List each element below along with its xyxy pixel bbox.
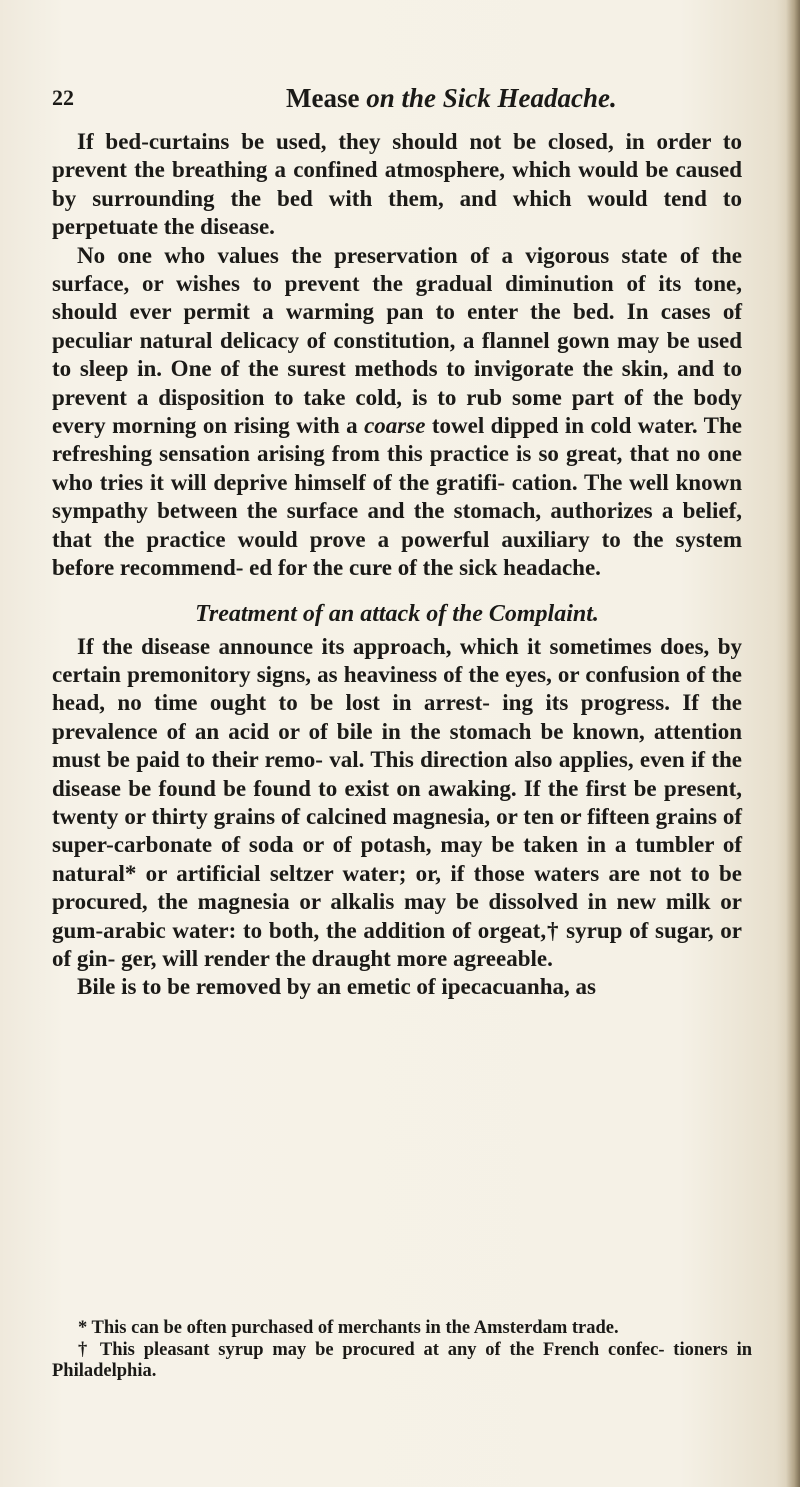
footnotes <box>52 1318 752 1383</box>
footnote-orgeat: † This pleasant syrup may be procured at any of the French confec- tioners in Philadelphia. <box>52 1339 752 1381</box>
body-text <box>52 128 742 1002</box>
running-header <box>52 78 752 118</box>
running-title-author: Mease <box>286 83 360 113</box>
paragraph-warming-pan-part-1: No one who values the preservation of a vigorous state of the surface, or wishes to prevent the gradual diminution of its tone, should ever permit a warming pan to enter the bed. In cases of peculiar natural delicacy of constitution, a flannel gown may be used to sleep in. One of the surest methods to invigorate the skin, and to prevent a disposition to take cold, is to rub some part of the body every morning on rising with a <box>52 242 742 439</box>
paragraph-bile: Bile is to be removed by an emetic of ipecacuanha, as <box>77 974 596 1000</box>
paragraph-warming-pan <box>52 242 742 583</box>
running-title-italic: on the Sick Headache. <box>366 83 617 113</box>
paragraph-bed-curtains: If bed-curtains be used, they should not be closed, in order to prevent the breathing a confined atmosphere, which would be caused by surrounding the bed with them, and which would tend to perpetuate the disease. <box>52 129 742 240</box>
paragraph-treatment: If the disease announce its approach, which it sometimes does, by certain premonitory signs, as heaviness of the eyes, or confusion of the head, no time ought to be lost in arrest- ing its progress. If the prevalence of an acid or of bile in the stomach be known, attention must be paid to their remo- val. This direction also applies, even if the disease be found be found to exist on awaking. If the first be present, twenty or thirty grains of calcined magnesia, or ten or fifteen grains of super-carbonate of soda or of potash, may be taken in a tumbler of natural* or artificial seltzer water; or, if those waters are not to be procured, the magnesia or alkalis may be dissolved in new milk or gum-arabic water: to both, the addition of orgeat,† syrup of sugar, or of gin- ger, will render the draught more agreeable. <box>52 633 742 971</box>
running-title <box>286 78 617 118</box>
page-number: 22 <box>52 85 74 110</box>
paragraph-warming-pan-part-2: towel dipped in cold water. The refreshing sensation arising from this practice is so great, that no one who tries it will deprive himself of the gratifi- cation. The well known sympathy between the surface and the stomach, authorizes a belief, that the practice would prove a powerful auxiliary to the system before recommend- ed for the cure of the sick headache. <box>52 413 742 581</box>
section-heading: Treatment of an attack of the Complaint. <box>195 600 599 627</box>
page-edge-shadow <box>786 0 800 1487</box>
emphasis-coarse: coarse <box>364 413 426 439</box>
footnote-seltzer: * This can be often purchased of merchants in the Amsterdam trade. <box>78 1318 619 1338</box>
